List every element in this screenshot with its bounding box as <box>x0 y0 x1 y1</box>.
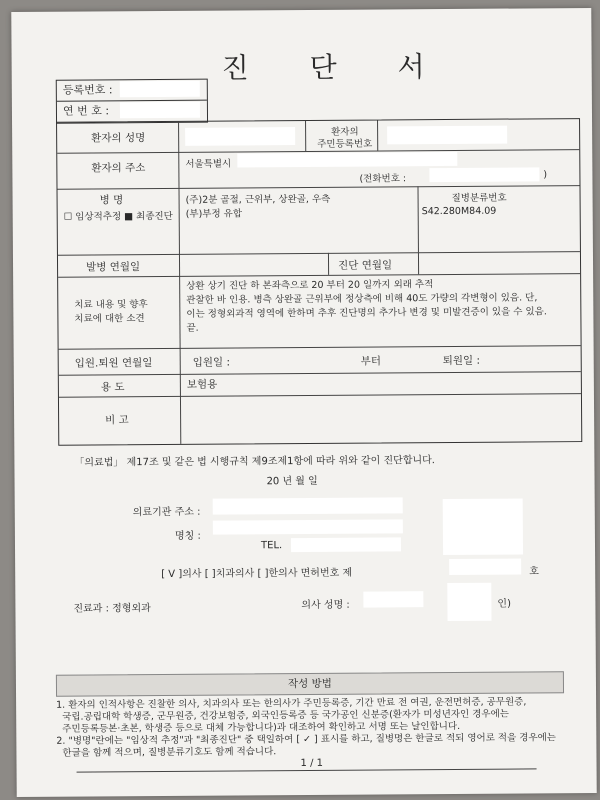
redaction <box>213 497 403 514</box>
diagnosis-type-checkbox[interactable]: ☐ 임상적추정 ■ 최종진단 <box>63 210 173 223</box>
phone-close: ) <box>543 169 548 181</box>
disease-label: 병 명 <box>99 194 124 207</box>
legal-statement: 「의료법」 제17조 및 같은 법 시행규칙 제9조제1항에 따라 위와 같이 진단합니다. <box>74 455 436 469</box>
redaction <box>237 152 457 168</box>
table-rule <box>59 393 581 398</box>
footnote: 국립.공립대학 학생증, 군무원증, 건강보험증, 외국인등록증 등 국가공인 신분증(환자가 미성년자인 경우에는 <box>62 708 509 723</box>
redaction <box>429 167 539 182</box>
redaction <box>291 537 401 552</box>
treatment-label: 치료 내용 및 향후 <box>74 299 148 311</box>
method-title: 작성 방법 <box>287 677 332 691</box>
institution-name-label: 명칭 : <box>174 530 201 542</box>
document-page <box>11 8 596 797</box>
redaction <box>449 558 521 575</box>
issue-date: 20 년 월 일 <box>266 475 318 488</box>
footnote: 주민등록등본·초본, 학생증 등으로 대체 가능합니다)과 대조하여 확인하고 서명 또는 날인합니다. <box>62 720 461 735</box>
table-rule <box>59 345 581 350</box>
discharge-label: 퇴원일 : <box>442 354 481 368</box>
registration-number-row: 등록번호 : <box>57 80 207 102</box>
table-rule <box>59 371 581 376</box>
doctor-name-label: 의사 성명 : <box>301 599 350 612</box>
disease-code-value: S42.280M84.09 <box>421 205 497 218</box>
patient-name-label: 환자의 성명 <box>91 132 146 145</box>
treatment-line: 관찰한 바 인용. 병측 상완골 근위부에 정상측에 비해 40도 가량의 각변형이 있음. 단, <box>186 292 538 306</box>
patient-id-label: 환자의 <box>331 126 359 138</box>
page-rule <box>77 768 537 772</box>
redaction <box>213 519 403 534</box>
redaction <box>443 498 523 555</box>
disease-code-label: 질병분류번호 <box>451 192 507 204</box>
license-suffix: 호 <box>529 566 539 578</box>
admission-label: 입원.퇴원 연월일 <box>74 357 153 370</box>
address-label: 환자의 주소 <box>91 162 146 175</box>
document-title: 진 단 서 <box>221 49 451 85</box>
onset-date-label: 발병 연월일 <box>86 261 141 274</box>
disease-line: (주)2분 골절, 근위부, 상완골, 우측 <box>185 193 331 206</box>
disease-line: (부)부정 유합 <box>185 208 243 220</box>
treatment-label: 치료에 대한 소견 <box>74 313 145 325</box>
table-rule <box>417 186 418 252</box>
institution-address-label: 의료기관 주소 : <box>132 506 201 519</box>
phone-label: (전화번호 : <box>359 173 407 185</box>
admission-from-label: 부터 <box>360 355 382 368</box>
treatment-line: 상환 상기 진단 하 본좌측으로 20 부터 20 일까지 외래 추적 <box>186 279 434 292</box>
treatment-line: 끝. <box>186 322 199 334</box>
table-rule <box>305 121 306 151</box>
treatment-line: 이는 정형외과적 영역에 한하며 추후 진단명의 추가나 변경 및 미발견증이 있을 수 있음. <box>186 306 547 320</box>
doctor-type: [ V ]의사 [ ]치과의사 [ ]한의사 면허번호 제 <box>161 567 353 581</box>
serial-number-row: 연 번 호 : <box>62 104 110 118</box>
table-rule <box>328 253 329 275</box>
remarks-label: 비 고 <box>105 414 129 427</box>
table-rule <box>58 251 580 256</box>
redaction <box>185 127 295 146</box>
admission-in-label: 입원일 : <box>192 356 231 369</box>
redaction <box>363 591 423 607</box>
footnote: 1. 환자의 인적사항은 진찰한 의사, 치과의사 또는 한의사가 주민등록증, 기간 만료 전 여권, 운전면허증, 공무원증, <box>56 696 527 711</box>
redaction <box>447 583 491 621</box>
table-rule <box>418 252 419 274</box>
institution-tel-label: TEL. <box>260 540 283 552</box>
purpose-label: 용 도 <box>100 381 125 394</box>
table-rule <box>377 120 378 150</box>
redaction <box>120 102 200 119</box>
footnote: 2. "병명"란에는 "임상적 추정"과 "최종진단" 중 택일하여 [ ✓ ] 표시를 하고, 질병명은 한글로 적되 영어로 적을 경우에는 <box>56 732 557 747</box>
redaction <box>387 126 507 145</box>
address-value: 서울특별시 <box>185 158 232 170</box>
patient-id-label: 주민등록번호 <box>317 138 373 150</box>
footnote: 한글을 함께 적으며, 질병분류기호도 함께 적습니다. <box>62 746 277 759</box>
redaction <box>120 81 200 98</box>
department: 진료과 : 정형외과 <box>73 603 151 615</box>
diagnosis-table <box>56 118 582 446</box>
page-number: 1 / 1 <box>300 757 324 770</box>
purpose-value: 보험용 <box>186 378 218 391</box>
seal-label: 인) <box>497 598 512 610</box>
diagnosis-date-label: 진단 연월일 <box>338 259 393 272</box>
